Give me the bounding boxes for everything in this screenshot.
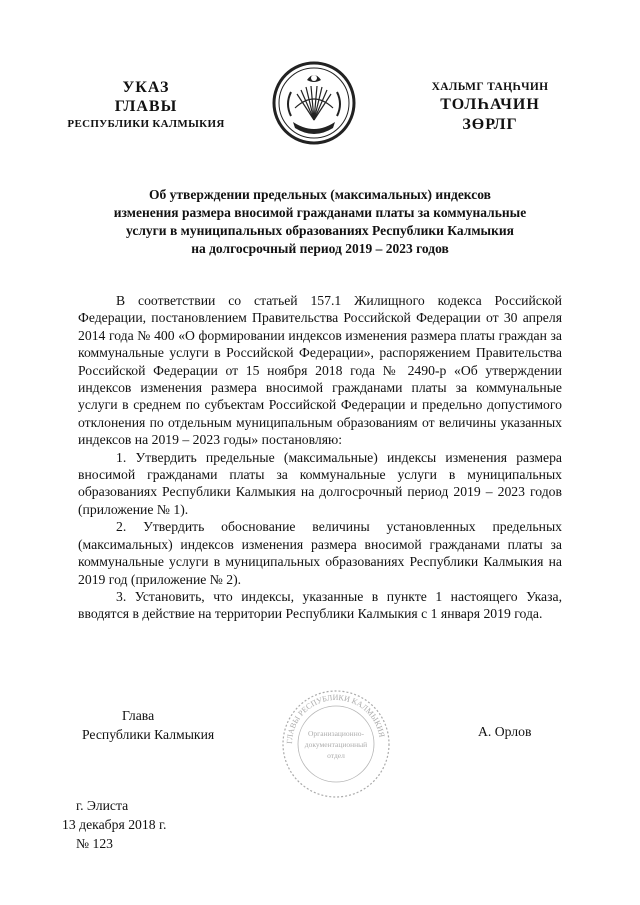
signatory-position bbox=[82, 706, 214, 744]
stamp-inner-line: Организационно- bbox=[308, 729, 364, 738]
position-title: Глава bbox=[122, 708, 155, 723]
decree-number: № 123 bbox=[76, 836, 114, 851]
title-line: услуги в муниципальных образованиях Республики Калмыкия bbox=[126, 223, 514, 238]
title-line: Об утверждении предельных (максимальных) индексов bbox=[149, 187, 491, 202]
republic-label-kalmyk: ХАЛЬМГ ТАҢҺЧИН bbox=[431, 81, 549, 93]
stamp-outer-text: ГЛАВЫ РЕСПУБЛИКИ КАЛМЫКИЯ bbox=[284, 692, 387, 745]
coat-of-arms-emblem bbox=[271, 60, 357, 146]
document-title bbox=[70, 186, 570, 258]
clause-2-paragraph: 2. Утвердить обоснование величины установленных предельных (максимальных) индексов изменения размера вносимой гражданами платы за коммунальные услуги в муниципальных образованиях Республики Калмыкия на 2019 год (приложение № 2). bbox=[78, 519, 562, 587]
republic-label: РЕСПУБЛИКИ КАЛМЫКИЯ bbox=[67, 118, 225, 130]
title-line: изменения размера вносимой гражданами платы за коммунальные bbox=[113, 205, 527, 220]
place-of-issue: г. Элиста bbox=[76, 798, 129, 813]
issuer-block-kalmyk bbox=[410, 79, 570, 135]
stamp-inner-line: отдел bbox=[327, 751, 345, 760]
clause-1-paragraph: 1. Утвердить предельные (максимальные) индексы изменения размера вносимой гражданами платы за коммунальные услуги в муниципальных образованиях Республики Калмыкия на долгосрочный период 2019 – 2023 годов (приложение № 1). bbox=[78, 449, 562, 517]
title-line: на долгосрочный период 2019 – 2023 годов bbox=[191, 241, 449, 256]
issuer-block-russian bbox=[66, 78, 226, 133]
official-stamp bbox=[280, 688, 392, 800]
decree-label: УКАЗ bbox=[122, 79, 170, 96]
document-footer bbox=[62, 796, 166, 853]
stamp-inner-line: документационный bbox=[304, 740, 368, 749]
decree-label-kalmyk: ЗӨРЛГ bbox=[462, 116, 518, 133]
clause-3-paragraph: 3. Установить, что индексы, указанные в пункте 1 настоящего Указа, вводятся в действие на территории Республики Калмыкия с 1 января 2019 года. bbox=[78, 588, 562, 622]
position-republic: Республики Калмыкия bbox=[82, 727, 215, 742]
head-label-kalmyk: ТОЛҺАЧИН bbox=[440, 96, 540, 113]
document-body bbox=[78, 292, 562, 623]
preamble-paragraph: В соответствии со статьей 157.1 Жилищного кодекса Российской Федерации, постановлением Правительства Российской Федерации от 30 апреля 2014 года № 400 «О формировании индексов изменения размера платы граждан за коммунальные услуги в Российской Федерации», распоряжением Правительства Российской Федерации от 15 ноября 2018 года № 2490-р «Об утверждении индексов изменения размера вносимой гражданами платы за коммунальные услуги в среднем по субъектам Российской Федерации и предельно допустимого отклонения по отдельным муниципальным образованиям от величины указанных индексов на 2019 – 2023 годы» постановляю: bbox=[78, 293, 562, 448]
date-of-issue: 13 декабря 2018 г. bbox=[62, 817, 167, 832]
signatory-name: А. Орлов bbox=[478, 724, 532, 739]
head-label: ГЛАВЫ bbox=[114, 98, 178, 115]
